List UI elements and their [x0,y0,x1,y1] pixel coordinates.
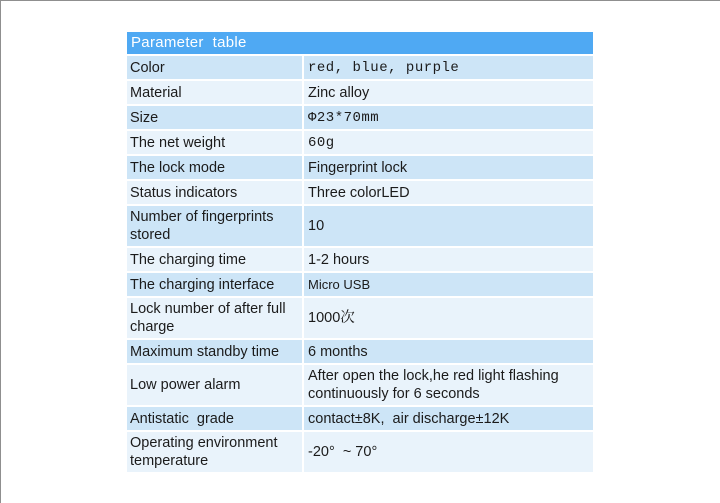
table-row-status-indicators [127,181,593,204]
row-value: Three colorLED [304,181,593,204]
row-label: Lock number of after full charge [127,298,302,338]
row-label: Color [127,56,302,79]
row-value: contact±8K, air discharge±12K [304,407,593,430]
table-row-charging-time [127,248,593,271]
row-label: Material [127,81,302,104]
row-label: Number of fingerprints stored [127,206,302,246]
row-label: The lock mode [127,156,302,179]
row-value: 6 months [304,340,593,363]
row-label: The charging interface [127,273,302,296]
table-row-operating-temperature [127,432,593,472]
row-value: 1-2 hours [304,248,593,271]
row-value: Zinc alloy [304,81,593,104]
row-value: 10 [304,206,593,246]
row-label: Low power alarm [127,365,302,405]
row-label: Status indicators [127,181,302,204]
table-row-lock-number-full-charge [127,298,593,338]
table-row-color [127,56,593,79]
table-row-standby-time [127,340,593,363]
row-value: red, blue, purple [304,56,593,79]
row-value: Fingerprint lock [304,156,593,179]
row-label: Operating environment temperature [127,432,302,472]
table-row-size [127,106,593,129]
table-row-material [127,81,593,104]
table-row-net-weight [127,131,593,154]
row-value: Φ23*70mm [304,106,593,129]
table-row-low-power-alarm [127,365,593,405]
table-row-antistatic-grade [127,407,593,430]
table-row-lock-mode [127,156,593,179]
row-value: -20° ~ 70° [304,432,593,472]
row-label: The charging time [127,248,302,271]
row-label: Size [127,106,302,129]
row-value: 1000次 [304,298,593,338]
row-label: Maximum standby time [127,340,302,363]
row-label: Antistatic grade [127,407,302,430]
row-value: Micro USB [304,273,593,296]
table-row-fingerprints-stored [127,206,593,246]
row-value: 60g [304,131,593,154]
parameter-table [127,32,593,474]
row-value: After open the lock,he red light flashing continuously for 6 seconds [304,365,593,405]
table-header: Parameter table [127,32,593,54]
table-row-charging-interface [127,273,593,296]
row-label: The net weight [127,131,302,154]
